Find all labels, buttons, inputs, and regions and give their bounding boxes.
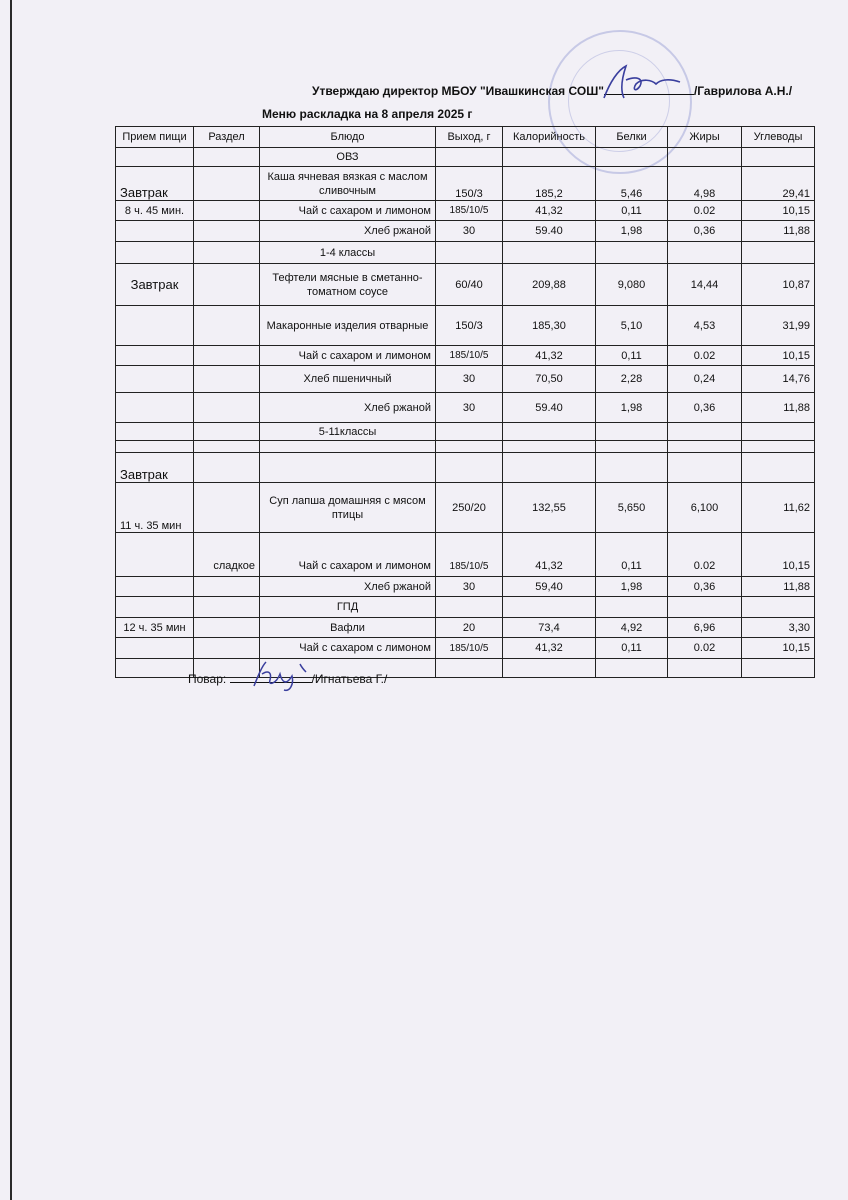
- dish-cell: Чай с сахаром и лимоном: [260, 201, 436, 221]
- table-row: [116, 306, 815, 346]
- table-row: [116, 346, 815, 366]
- dish-cell: Тефтели мясные в сметанно-томатном соусе: [260, 264, 436, 306]
- table-row: [116, 264, 815, 306]
- dish-cell: Вафли: [260, 618, 436, 638]
- table-row: [116, 483, 815, 533]
- table-row: [116, 638, 815, 659]
- carb-cell: 10,15: [742, 201, 815, 221]
- fat-cell: 6,100: [668, 483, 742, 533]
- menu-table: [115, 126, 815, 678]
- section-row-1-4: [116, 242, 815, 264]
- carb-cell: 11,88: [742, 221, 815, 242]
- fat-cell: 0,36: [668, 577, 742, 597]
- yield-cell: 250/20: [436, 483, 503, 533]
- table-row: [116, 533, 815, 577]
- table-row: [116, 201, 815, 221]
- carb-cell: 14,76: [742, 366, 815, 393]
- protein-cell: 5,650: [596, 483, 668, 533]
- kcal-cell: 132,55: [503, 483, 596, 533]
- yield-cell: 185/10/5: [436, 533, 503, 577]
- col-section: Раздел: [194, 127, 260, 148]
- col-meal: Прием пищи: [116, 127, 194, 148]
- col-carb: Углеводы: [742, 127, 815, 148]
- dish-cell: Чай с сахаром и лимоном: [260, 533, 436, 577]
- protein-cell: 0,11: [596, 346, 668, 366]
- dish-cell: Хлеб пшеничный: [260, 366, 436, 393]
- dish-cell: Каша ячневая вязкая с маслом сливочным: [260, 167, 436, 201]
- meal-cell: 12 ч. 35 мин: [116, 618, 194, 638]
- protein-cell: 5,10: [596, 306, 668, 346]
- section-title: 1-4 классы: [260, 242, 436, 264]
- protein-cell: 0,11: [596, 638, 668, 659]
- kcal-cell: 59.40: [503, 221, 596, 242]
- kcal-cell: 73,4: [503, 618, 596, 638]
- table-row: [116, 366, 815, 393]
- protein-cell: 1,98: [596, 393, 668, 423]
- yield-cell: 30: [436, 366, 503, 393]
- dish-cell: Хлеб ржаной: [260, 577, 436, 597]
- fat-cell: 0.02: [668, 201, 742, 221]
- protein-cell: 0,11: [596, 201, 668, 221]
- meal-cell: 8 ч. 45 мин.: [116, 201, 194, 221]
- yield-cell: 150/3: [436, 306, 503, 346]
- section-row-5-11: [116, 423, 815, 441]
- kcal-cell: 41,32: [503, 346, 596, 366]
- section-title: ГПД: [260, 597, 436, 618]
- section-title: ОВЗ: [260, 148, 436, 167]
- protein-cell: 9,080: [596, 264, 668, 306]
- yield-cell: 20: [436, 618, 503, 638]
- protein-cell: 0,11: [596, 533, 668, 577]
- fat-cell: 0.02: [668, 533, 742, 577]
- col-fat: Жиры: [668, 127, 742, 148]
- approval-text: Утверждаю директор МБОУ "Ивашкинская СОШ": [312, 84, 604, 98]
- yield-cell: 185/10/5: [436, 346, 503, 366]
- cook-label: Повар:: [188, 672, 227, 686]
- carb-cell: 11,62: [742, 483, 815, 533]
- fat-cell: 0,24: [668, 366, 742, 393]
- fat-cell: 14,44: [668, 264, 742, 306]
- table-row: [116, 393, 815, 423]
- table-row: [116, 618, 815, 638]
- kcal-cell: 41,32: [503, 533, 596, 577]
- carb-cell: 10,15: [742, 638, 815, 659]
- carb-cell: 11,88: [742, 577, 815, 597]
- yield-cell: 30: [436, 577, 503, 597]
- meal-cell: Завтрак: [116, 453, 194, 483]
- yield-cell: 185/10/5: [436, 638, 503, 659]
- section-row-ovz: [116, 148, 815, 167]
- fat-cell: 0,36: [668, 221, 742, 242]
- yield-cell: 30: [436, 221, 503, 242]
- menu-title: Меню раскладка на 8 апреля 2025 г: [262, 107, 473, 121]
- scan-edge: [10, 0, 12, 1200]
- dish-cell: Суп лапша домашняя с мясом птицы: [260, 483, 436, 533]
- table-row: [116, 221, 815, 242]
- meal-cell: Завтрак: [116, 264, 194, 306]
- dish-cell: Хлеб ржаной: [260, 221, 436, 242]
- director-name: /Гаврилова А.Н./: [693, 84, 793, 98]
- dish-cell: Чай с сахаром с лимоном: [260, 638, 436, 659]
- protein-cell: 1,98: [596, 577, 668, 597]
- carb-cell: 10,15: [742, 533, 815, 577]
- yield-cell: 60/40: [436, 264, 503, 306]
- fat-cell: 0,36: [668, 393, 742, 423]
- kcal-cell: 185,30: [503, 306, 596, 346]
- table-row: [116, 167, 815, 201]
- protein-cell: 1,98: [596, 221, 668, 242]
- protein-cell: 4,92: [596, 618, 668, 638]
- meal-cell: 11 ч. 35 мин: [116, 483, 194, 533]
- fat-cell: 4,98: [668, 167, 742, 201]
- carb-cell: 31,99: [742, 306, 815, 346]
- col-protein: Белки: [596, 127, 668, 148]
- fat-cell: 0.02: [668, 346, 742, 366]
- approval-line: [312, 84, 792, 98]
- cook-signature: [248, 656, 318, 694]
- carb-cell: 11,88: [742, 393, 815, 423]
- protein-cell: 2,28: [596, 366, 668, 393]
- yield-cell: 185/10/5: [436, 201, 503, 221]
- carb-cell: 10,87: [742, 264, 815, 306]
- yield-cell: 30: [436, 393, 503, 423]
- section-row-gpd: [116, 597, 815, 618]
- kcal-cell: 41,32: [503, 201, 596, 221]
- meal-cell: Завтрак: [116, 167, 194, 201]
- kcal-cell: 41,32: [503, 638, 596, 659]
- fat-cell: 0.02: [668, 638, 742, 659]
- dish-cell: Хлеб ржаной: [260, 393, 436, 423]
- kcal-cell: 185,2: [503, 167, 596, 201]
- carb-cell: 10,15: [742, 346, 815, 366]
- section-title: 5-11классы: [260, 423, 436, 441]
- fat-cell: 6,96: [668, 618, 742, 638]
- col-kcal: Калорийность: [503, 127, 596, 148]
- director-signature: [596, 60, 686, 106]
- header-row: [116, 127, 815, 148]
- col-dish: Блюдо: [260, 127, 436, 148]
- fat-cell: 4,53: [668, 306, 742, 346]
- dish-cell: Чай с сахаром и лимоном: [260, 346, 436, 366]
- kcal-cell: 59,40: [503, 577, 596, 597]
- spacer-row: [116, 441, 815, 453]
- yield-cell: 150/3: [436, 167, 503, 201]
- cook-name: /Игнатьева Г./: [311, 672, 388, 686]
- dish-cell: Макаронные изделия отварные: [260, 306, 436, 346]
- carb-cell: 29,41: [742, 167, 815, 201]
- kcal-cell: 59.40: [503, 393, 596, 423]
- kcal-cell: 209,88: [503, 264, 596, 306]
- kcal-cell: 70,50: [503, 366, 596, 393]
- protein-cell: 5,46: [596, 167, 668, 201]
- col-yield: Выход, г: [436, 127, 503, 148]
- section-cell: сладкое: [194, 533, 260, 577]
- table-row: [116, 453, 815, 483]
- carb-cell: 3,30: [742, 618, 815, 638]
- table-row: [116, 577, 815, 597]
